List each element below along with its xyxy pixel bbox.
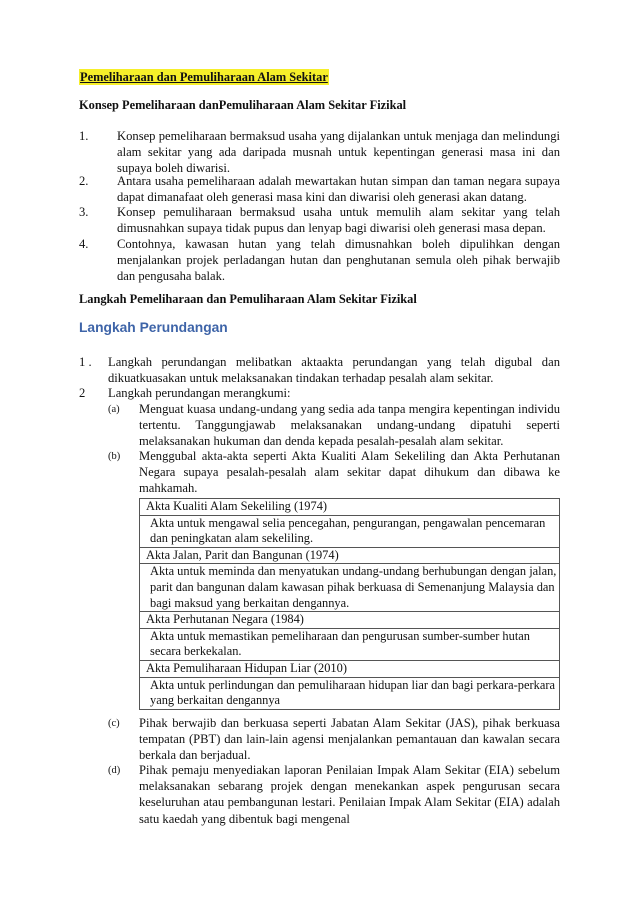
act-name: Akta Kualiti Alam Sekeliling (1974) [140, 499, 560, 516]
act-description: Akta untuk perlindungan dan pemuliharaan hidupan liar dan bagi perkara-perkara yang berkaitan dengannya [140, 677, 560, 709]
act-description: Akta untuk memastikan pemeliharaan dan pengurusan sumber-sumber hutan secara berkekalan. [140, 628, 560, 660]
list-item: Contohnya, kawasan hutan yang telah dimusnahkan boleh dipulihkan dengan menjalankan projek perladangan hutan dan penghutanan semula oleh pihak berwajib dan pengusaha balak. [117, 237, 560, 284]
sub-number: (b) [108, 451, 121, 462]
sub-item: Pihak pemaju menyediakan laporan Penilaian Impak Alam Sekitar (EIA) sebelum melaksanakan sebarang projek dengan menekankan aspek pengurusan secara keseluruhan atau pembangunan lestari. Penilaian Impak Alam Sekitar (EIA) adalah satu kaedah yang dibentuk bagi mengenal [139, 763, 560, 826]
subheading-legal-steps: Langkah Perundangan [79, 320, 228, 335]
list-number: 1. [79, 129, 89, 143]
sub-number: (a) [108, 404, 120, 415]
list-item: Langkah perundangan melibatkan aktaakta perundangan yang telah digubal dan dikuatkuasakan untuk melaksanakan tindakan terhadap pesalah alam sekitar. [108, 355, 560, 386]
sub-item: Menggubal akta-akta seperti Akta Kualiti Alam Sekeliling dan Akta Perhutanan Negara supaya pesalah-pesalah alam sekitar dapat dihukum dan dibawa ke mahkamah. [139, 449, 560, 496]
list-number: 2. [79, 174, 89, 188]
acts-table [139, 498, 560, 710]
page-title: Pemeliharaan dan Pemuliharaan Alam Sekitar [80, 70, 328, 84]
list-number: 2 [79, 386, 86, 400]
list-item: Konsep pemeliharaan bermaksud usaha yang dijalankan untuk menjaga dan melindungi alam sekitar yang ada daripada musnah untuk kepentingan generasi masa ini dan supaya boleh diwarisi. [117, 129, 560, 176]
list-item: Langkah perundangan merangkumi: [108, 386, 291, 400]
act-description: Akta untuk mengawal selia pencegahan, pengurangan, pengawalan pencemaran dan peningkatan alam sekeliling. [140, 515, 560, 547]
sub-number: (d) [108, 765, 121, 776]
sub-item: Pihak berwajib dan berkuasa seperti Jabatan Alam Sekitar (JAS), pihak berkuasa tempatan (PBT) dan lain-lain agensi menjalankan pemantauan dan kawalan secara berkala dan berjadual. [139, 716, 560, 763]
section-heading-steps: Langkah Pemeliharaan dan Pemuliharaan Alam Sekitar Fizikal [79, 292, 417, 306]
act-description: Akta untuk meminda dan menyatukan undang-undang berhubungan dengan jalan, parit dan bangunan dalam kawasan pihak berkuasa di Semenanjung Malaysia dan bagi maksud yang berkaitan dengannya. [140, 564, 560, 612]
list-number: 3. [79, 205, 89, 219]
act-name: Akta Pemuliharaan Hidupan Liar (2010) [140, 660, 560, 677]
section-heading-concept: Konsep Pemeliharaan danPemuliharaan Alam Sekitar Fizikal [79, 98, 407, 112]
list-number: 1 . [79, 355, 92, 369]
act-name: Akta Jalan, Parit dan Bangunan (1974) [140, 547, 560, 564]
list-number: 4. [79, 237, 89, 251]
list-item: Antara usaha pemeliharaan adalah mewartakan hutan simpan dan taman negara supaya dapat dimanafaat oleh generasi masa kini dan diwarisi oleh generasi akan datang. [117, 174, 560, 205]
sub-number: (c) [108, 718, 120, 729]
list-item: Konsep pemuliharaan bermaksud usaha untuk memulih alam sekitar yang telah dimusnahkan supaya tidak pupus dan lenyap bagi diwarisi oleh generasi masa depan. [117, 205, 560, 236]
sub-item: Menguat kuasa undang-undang yang sedia ada tanpa mengira kepentingan individu tertentu. Tanggungjawab melaksanakan undang-undang dipatuhi seperti melaksanakan hukuman dan denda kepada pesalah-pesalah alam sekitar. [139, 402, 560, 449]
act-name: Akta Perhutanan Negara (1984) [140, 612, 560, 629]
